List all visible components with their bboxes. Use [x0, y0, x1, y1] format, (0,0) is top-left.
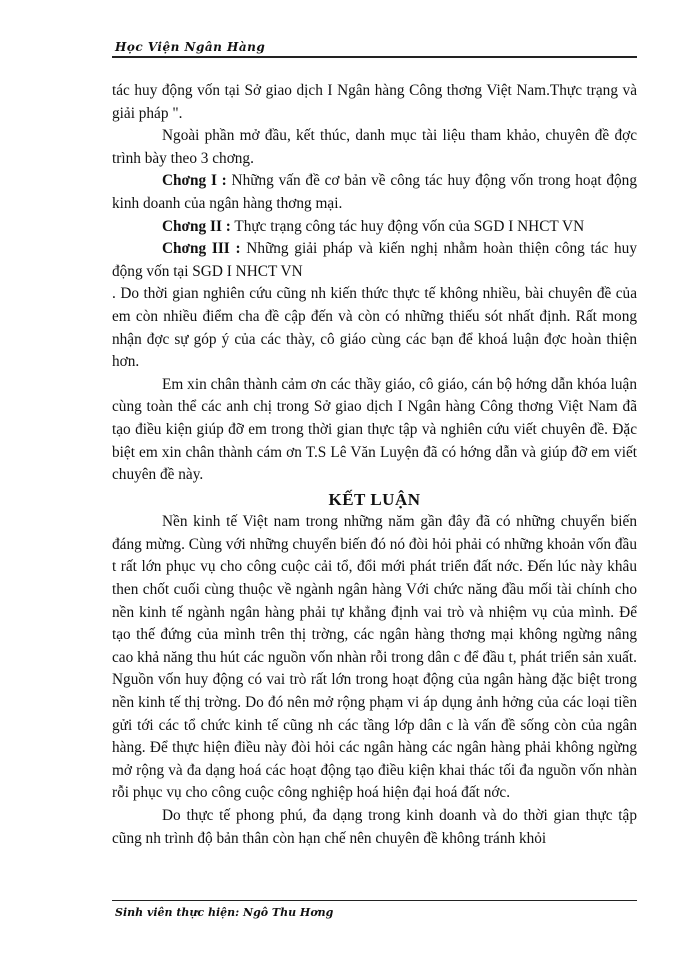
chapter-3-entry [112, 238, 637, 283]
chapter-1-text: Những vấn đề cơ bản về công tác huy động vốn trong hoạt động kinh doanh của ngân hàng thơng mại. [112, 172, 637, 212]
document-body [112, 80, 637, 850]
paragraph-closing: Do thực tế phong phú, đa dạng trong kinh doanh và do thời gian thực tập cũng nh trình độ bản thân còn hạn chế nên chuyên đề không tránh khỏi [112, 807, 637, 847]
chapter-2-entry [112, 216, 637, 239]
paragraph-acknowledgements: Em xin chân thành cảm ơn các thầy giáo, cô giáo, cán bộ hớng dẫn khóa luận cùng toàn thể các anh chị trong Sở giao dịch I Ngân hàng Công thơng Việt Nam đã tạo điều kiện giúp đỡ em trong thời gian thực tập và nghiên cứu viết chuyên đề. Đặc biệt em xin chân thành cám ơn T.S Lê Văn Luyện đã có hớng dẫn và giúp đỡ em viết chuyên đề này. [112, 375, 637, 484]
chapter-3-text: Những giải pháp và kiến nghị nhằm hoàn thiện công tác huy động vốn tại SGD I NHCT VN [112, 240, 637, 280]
footer-divider [112, 900, 637, 901]
header-divider [112, 56, 637, 58]
chapter-2-label: Chơng II : [162, 217, 231, 235]
section-title-conclusion: KẾT LUẬN [328, 489, 421, 509]
chapter-3-label: Chơng III : [162, 240, 241, 258]
paragraph-topic-continuation: tác huy động vốn tại Sở giao dịch I Ngân hàng Công thơng Việt Nam.Thực trạng và giải pháp ". [112, 82, 637, 122]
chapter-1-entry [112, 170, 637, 215]
paragraph-structure-intro: Ngoài phần mở đầu, kết thúc, danh mục tài liệu tham khảo, chuyên đề đợc trình bày theo 3 chơng. [112, 127, 637, 167]
paragraph-limitations: . Do thời gian nghiên cứu cũng nh kiến thức thực tế không nhiều, bài chuyên đề của em còn nhiều điểm cha đề cập đến và còn có những thiếu sót nhất định. Rất mong nhận đợc sự góp ý của các thày, cô giáo cùng các bạn để khoá luận đợc hoàn thiện hơn. [112, 285, 637, 371]
paragraph-conclusion: Nền kinh tế Việt nam trong những năm gần đây đã có những chuyển biến đáng mừng. Cùng với những chuyển biến đó nó đòi hỏi phải có những khoản vốn đầu t rất lớn phục vụ cho công cuộc cải tổ, đổi mới phát triển đất nớc. Đến lúc này khâu then chốt cuối cùng thuộc về ngành ngân hàng Với chức năng đầu mối tài chính cho nền kinh tế ngành ngân hàng phải tự khẳng định vai trò và nhiệm vụ của mình. Để tạo thế đứng của mình trên thị trờng, các ngân hàng thơng mại không ngừng nâng cao khả năng thu hút các nguồn vốn nhàn rỗi trong dân c để đầu t, phát triển sản xuất. Nguồn vốn huy động có vai trò rất lớn trong hoạt động của ngân hàng đặc biệt trong nền kinh tế thị trờng. Do đó nên mở rộng phạm vi áp dụng ảnh hởng của các loại tiền gửi tới các tổ chức kinh tế cũng nh các tầng lớp dân c là vấn đề sống còn của ngân hàng. Để thực hiện điều này đòi hỏi các ngân hàng các ngân hàng phải không ngừng mở rộng và đa dạng hoá các hoạt động tạo điều kiện khai thác tối đa nguồn vốn nhàn rỗi phục vụ cho công cuộc công nghiệp hoá hiện đại hoá đất nớc. [112, 513, 637, 802]
page-footer: Sinh viên thực hiện: Ngô Thu Hơng [115, 906, 334, 919]
chapter-1-label: Chơng I : [162, 172, 227, 190]
page-header: Học Viện Ngân Hàng [115, 40, 266, 54]
chapter-2-text: Thực trạng công tác huy động vốn của SGD I NHCT VN [230, 217, 585, 235]
